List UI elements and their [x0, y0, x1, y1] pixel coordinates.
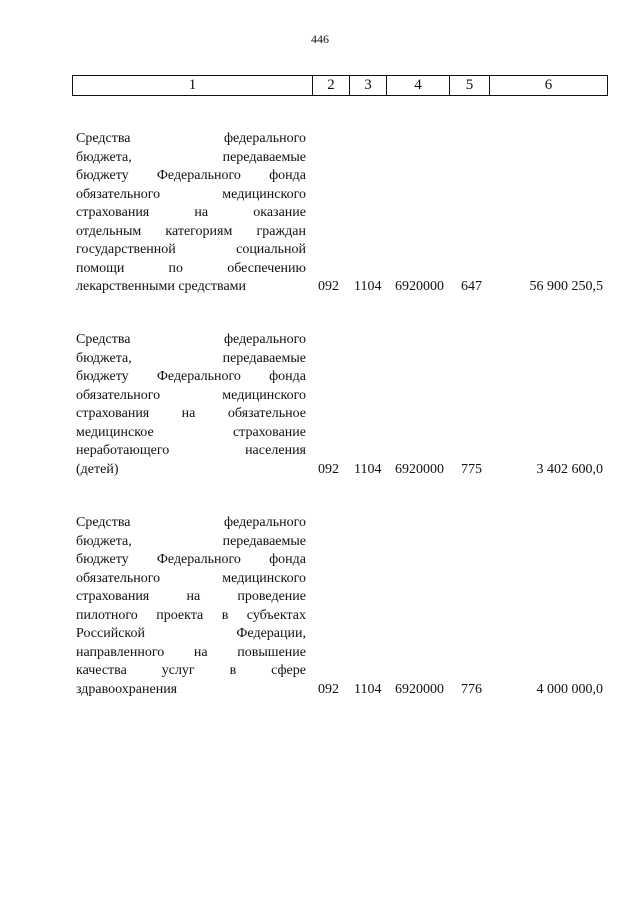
expense-type-code: 776	[461, 681, 482, 697]
ministry-code: 092	[318, 279, 339, 294]
section-code: 1104	[354, 461, 382, 477]
description-line: качества услуг в сфере	[76, 663, 306, 678]
column-header-4: 4	[387, 76, 450, 96]
description-line: помощи по обеспечению	[76, 260, 306, 276]
description-line: отдельным категориям граждан	[76, 223, 306, 239]
page-number: 446	[311, 32, 329, 46]
expense-type-code: 647	[461, 279, 482, 294]
description-line: пилотного проекта в субъектах	[76, 607, 306, 623]
description-line: обязательного медицинского	[76, 186, 306, 202]
section-code: 1104	[354, 279, 382, 294]
description-line: бюджета, передаваемые	[76, 533, 306, 549]
section-code: 1104	[354, 681, 382, 697]
description-line: лекарственными средствами	[76, 279, 247, 294]
column-header-1: 1	[73, 76, 313, 96]
target-code: 6920000	[395, 681, 444, 697]
description-line: Средства федерального	[76, 332, 306, 347]
description-line: Средства федерального	[76, 515, 306, 530]
description-line: бюджета, передаваемые	[76, 350, 306, 366]
column-header-3: 3	[350, 76, 387, 96]
description-line: бюджету Федерального фонда	[76, 369, 306, 384]
column-header-table	[72, 75, 608, 96]
row-description	[76, 514, 306, 699]
column-header-row	[73, 76, 608, 96]
target-code: 6920000	[395, 279, 444, 294]
ministry-code: 092	[318, 461, 339, 477]
column-header-6: 6	[490, 76, 608, 96]
description-line: бюджета, передаваемые	[76, 149, 306, 165]
amount-value: 3 402 600,0	[536, 461, 603, 477]
description-line: Российской Федерации,	[76, 626, 306, 641]
amount-value: 4 000 000,0	[536, 681, 603, 697]
expense-type-code: 775	[461, 461, 482, 477]
column-header-2: 2	[313, 76, 350, 96]
row-description	[76, 130, 306, 297]
ministry-code: 092	[318, 681, 339, 697]
column-header-5: 5	[450, 76, 490, 96]
target-code: 6920000	[395, 461, 444, 477]
description-line: (детей)	[76, 461, 119, 477]
amount-value: 56 900 250,5	[529, 279, 603, 294]
description-line: страхования на оказание	[76, 205, 306, 220]
row-description	[76, 331, 306, 479]
description-line: неработающего населения	[76, 443, 306, 458]
description-line: медицинское страхование	[76, 424, 306, 440]
description-line: бюджету Федерального фонда	[76, 552, 306, 567]
description-line: страхования на проведение	[76, 589, 306, 604]
description-line: здравоохранения	[76, 681, 178, 697]
description-line: обязательного медицинского	[76, 387, 306, 403]
description-line: страхования на обязательное	[76, 406, 306, 421]
description-line: бюджету Федерального фонда	[76, 168, 306, 183]
description-line: обязательного медицинского	[76, 570, 306, 586]
description-line: Средства федерального	[76, 131, 306, 146]
description-line: направленного на повышение	[76, 644, 306, 660]
description-line: государственной социальной	[76, 242, 306, 257]
